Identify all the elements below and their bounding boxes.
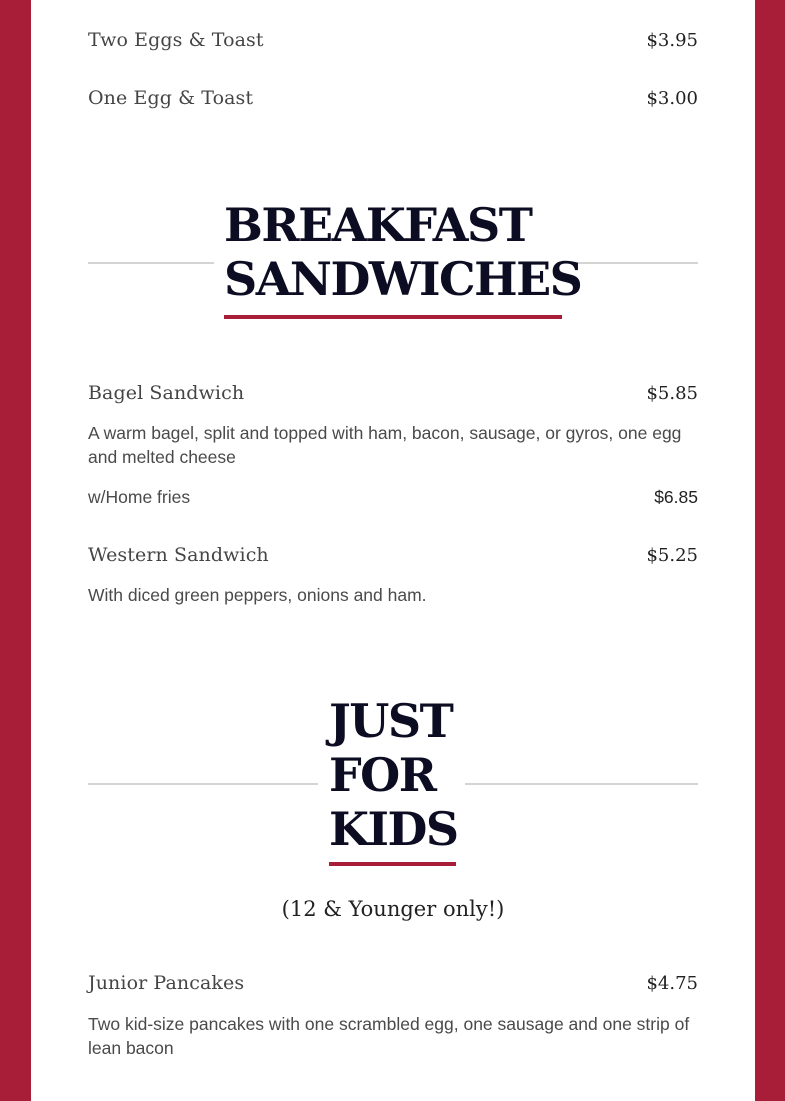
- heading-line: SANDWICHES: [224, 252, 582, 306]
- heading-line: KIDS: [329, 802, 458, 856]
- item-name: Bagel Sandwich: [88, 382, 245, 404]
- heading-rule-right: [571, 262, 698, 264]
- option-price: $6.85: [654, 487, 698, 507]
- menu-item-one-egg: [88, 87, 698, 109]
- section-heading-just-for-kids: [329, 694, 458, 856]
- item-name: Junior Pancakes: [88, 972, 245, 994]
- item-price: $3.95: [646, 30, 698, 51]
- item-description: Two kid-size pancakes with one scrambled egg, one sausage and one strip of lean bacon: [88, 1014, 690, 1058]
- item-name: Western Sandwich: [88, 544, 269, 566]
- age-note: (12 & Younger only!): [281, 897, 505, 921]
- item-description: A warm bagel, split and topped with ham, bacon, sausage, or gyros, one egg and melted cheese: [88, 423, 682, 467]
- item-price: $3.00: [646, 88, 698, 109]
- item-name: Two Eggs & Toast: [88, 29, 264, 51]
- heading-rule-left: [88, 262, 214, 264]
- heading-line: FOR: [329, 748, 436, 802]
- menu-item-western-sandwich: [88, 544, 698, 566]
- heading-underline: [224, 315, 562, 319]
- section-heading-breakfast-sandwiches: [224, 198, 581, 306]
- item-price: $5.25: [646, 545, 698, 566]
- item-price: $5.85: [646, 383, 698, 404]
- item-price: $4.75: [646, 973, 698, 994]
- heading-line: BREAKFAST: [224, 198, 532, 252]
- heading-rule-right: [465, 783, 698, 785]
- menu-page: [31, 0, 755, 1101]
- heading-underline: [329, 862, 456, 866]
- heading-rule-left: [88, 783, 318, 785]
- item-option: [88, 487, 698, 508]
- item-name: One Egg & Toast: [88, 87, 254, 109]
- menu-item-junior-pancakes: [88, 972, 698, 994]
- item-description: With diced green peppers, onions and ham.: [88, 585, 427, 605]
- menu-item-bagel-sandwich: [88, 382, 698, 404]
- heading-line: JUST: [329, 694, 453, 748]
- menu-item-two-eggs: [88, 29, 698, 51]
- option-label: w/Home fries: [88, 487, 191, 507]
